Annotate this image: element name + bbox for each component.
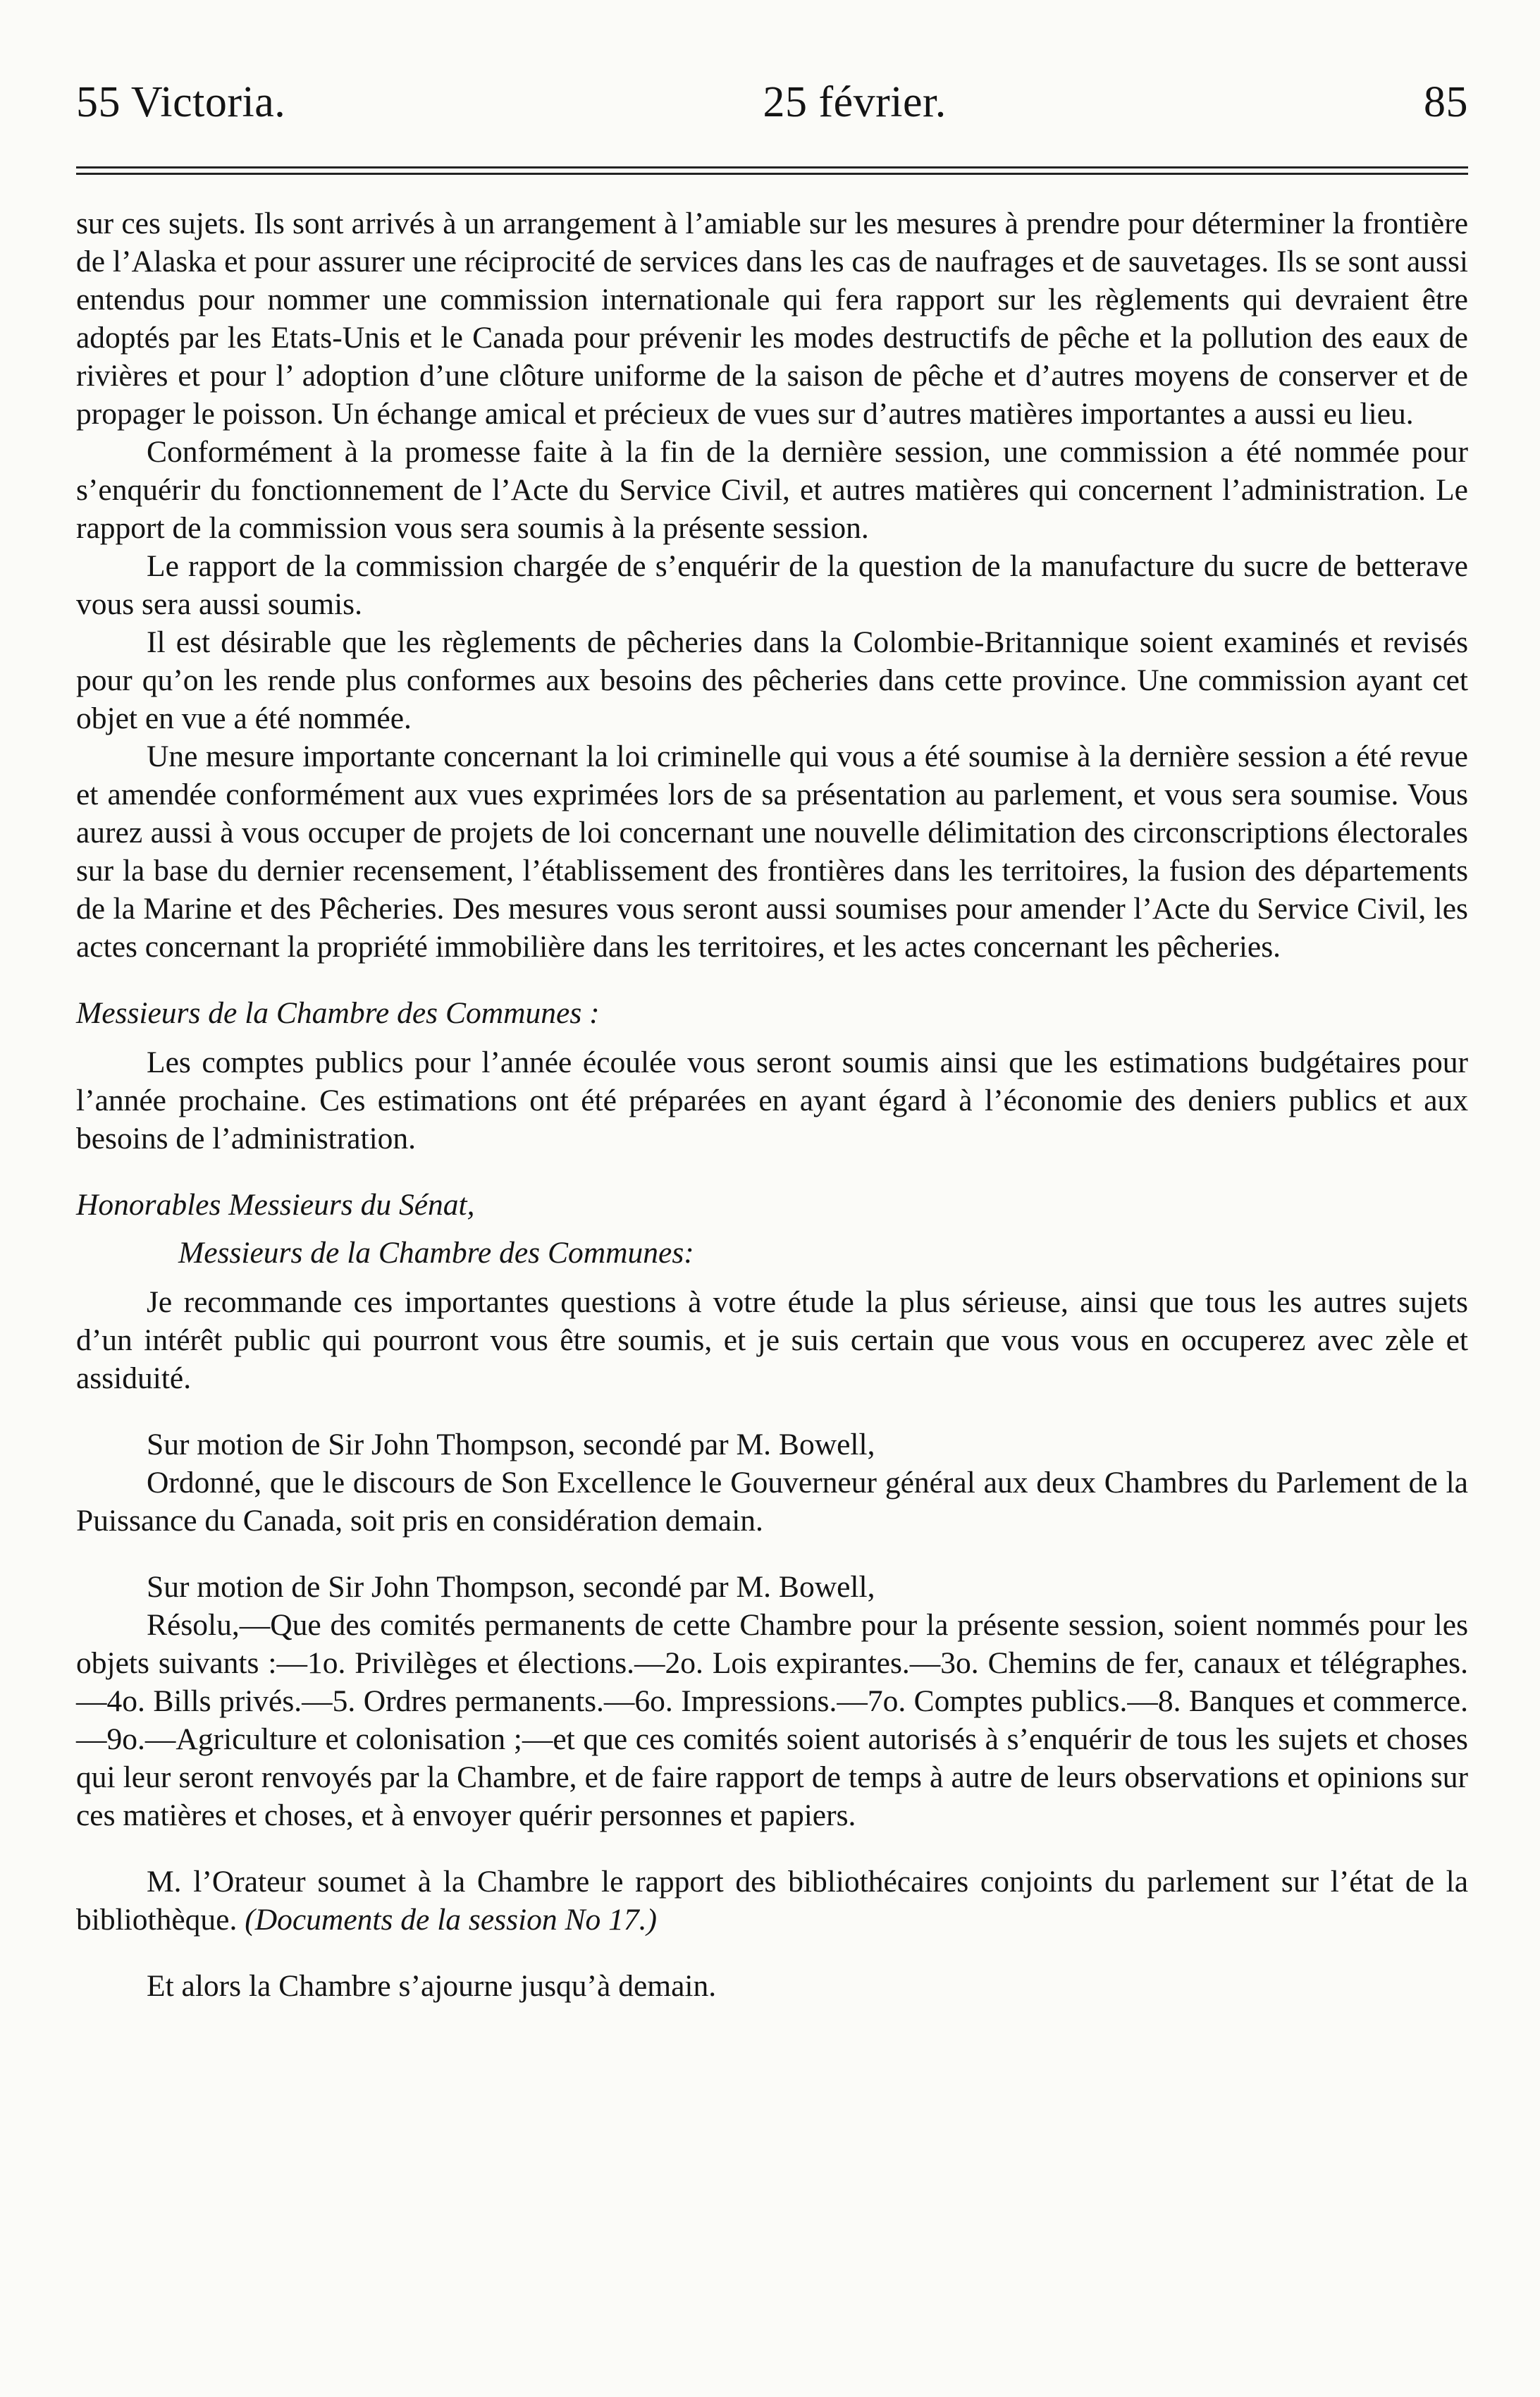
paragraph-adjournment: Et alors la Chambre s’ajourne jusqu’à demain.	[147, 1969, 717, 2003]
paragraph-public-accounts: Les comptes publics pour l’année écoulée vous seront soumis ainsi que les estimations budgétaires pour l’année prochaine. Ces estimations ont été préparées en ayant égard à l’économie des deniers publics et aux besoins de l’administration.	[76, 1046, 1468, 1155]
heading-senate: Honorables Messieurs du Sénat,	[76, 1188, 475, 1222]
paragraph-recommendation: Je recommande ces importantes questions à votre étude la plus sérieuse, ainsi que tous les autres sujets d’un intérêt public qui pourront vous être soumis, et je suis certain que vous vous en occuperez avec zèle et assiduité.	[76, 1285, 1468, 1395]
paragraph-library-report	[76, 1863, 1468, 1939]
paragraph-criminal-law: Une mesure importante concernant la loi criminelle qui vous a été soumise à la dernière session a été revue et amendée conformément aux vues exprimées lors de sa présentation au parlement, et vous sera soumise. Vous aurez aussi à vous occuper de projets de loi concernant une nouvelle délimitation des circonscriptions électorales sur la base du dernier recensement, l’établissement des frontières dans les territoires, la fusion des départements de la Marine et des Pêcheries. Des mesures vous seront aussi soumises pour amender l’Acte du Service Civil, les actes concernant la propriété immobilière dans les territoires, et les actes concernant les pêcheries.	[76, 740, 1468, 964]
heading-commons-2: Messieurs de la Chambre des Communes:	[178, 1236, 694, 1270]
paragraph-motion-2: Sur motion de Sir John Thompson, secondé par M. Bowell,	[147, 1570, 875, 1604]
paragraph-fisheries: Il est désirable que les règlements de pêcheries dans la Colombie-Britannique soient examinés et revisés pour qu’on les rende plus conformes aux besoins des pêcheries dans cette province. Une commission ayant cet objet en vue a été nommée.	[76, 625, 1468, 735]
paragraph-motion-1: Sur motion de Sir John Thompson, secondé par M. Bowell,	[147, 1428, 875, 1461]
page-header	[76, 78, 1468, 140]
paragraph-resolved: Résolu,—Que des comités permanents de cette Chambre pour la présente session, soient nommés pour les objets suivants :—1o. Privilèges et élections.—2o. Lois expirantes.—3o. Chemins de fer, canaux et télégraphes.—4o. Bills privés.—5. Ordres permanents.—6o. Impressions.—7o. Comptes publics.—8. Banques et commerce.—9o.—Agriculture et colonisation ;—et que ces comités soient autorisés à s’enquérir de tous les sujets et choses qui leur seront renvoyés par la Chambre, et de faire rapport de temps à autre de leurs observations et opinions sur ces matières et choses, et à envoyer quérir personnes et papiers.	[76, 1608, 1468, 1832]
document-body	[76, 204, 1468, 2005]
paragraph-sugar-beet: Le rapport de la commission chargée de s’enquérir de la question de la manufacture du sucre de betterave vous sera aussi soumis.	[76, 549, 1468, 621]
paragraph-civil-service: Conformément à la promesse faite à la fin de la dernière session, une commission a été nommée pour s’enquérir du fonctionnement de l’Acte du Service Civil, et autres matières qui concernent l’administration. Le rapport de la commission vous sera soumis à la présente session.	[76, 435, 1468, 545]
heading-commons: Messieurs de la Chambre des Communes :	[76, 996, 600, 1030]
document-page	[76, 78, 1468, 2005]
sessional-document-ref: (Documents de la session No 17.)	[245, 1903, 657, 1937]
header-double-rule	[76, 166, 1468, 175]
header-session: 55 Victoria.	[76, 78, 286, 126]
library-report-text: M. l’Orateur soumet à la Chambre le rapport des bibliothécaires conjoints du parlement sur l’état de la bibliothèque.	[76, 1865, 1468, 1937]
header-date: 25 février.	[763, 78, 947, 126]
paragraph-ordered: Ordonné, que le discours de Son Excellence le Gouverneur général aux deux Chambres du Parlement de la Puissance du Canada, soit pris en considération demain.	[76, 1466, 1468, 1538]
header-page-number: 85	[1423, 78, 1468, 126]
paragraph-continuation: sur ces sujets. Ils sont arrivés à un arrangement à l’amiable sur les mesures à prendre pour déterminer la frontière de l’Alaska et pour assurer une réciprocité de services dans les cas de naufrages et de sauvetages. Ils se sont aussi entendus pour nommer une commission internationale qui fera rapport sur les règlements qui devraient être adoptés par les Etats-Unis et le Canada pour prévenir les modes destructifs de pêche et la pollution des eaux de rivières et pour l’ adoption d’une clôture uniforme de la saison de pêche et d’autres moyens de conserver et de propager le poisson. Un échange amical et précieux de vues sur d’autres matières importantes a aussi eu lieu.	[76, 207, 1468, 431]
